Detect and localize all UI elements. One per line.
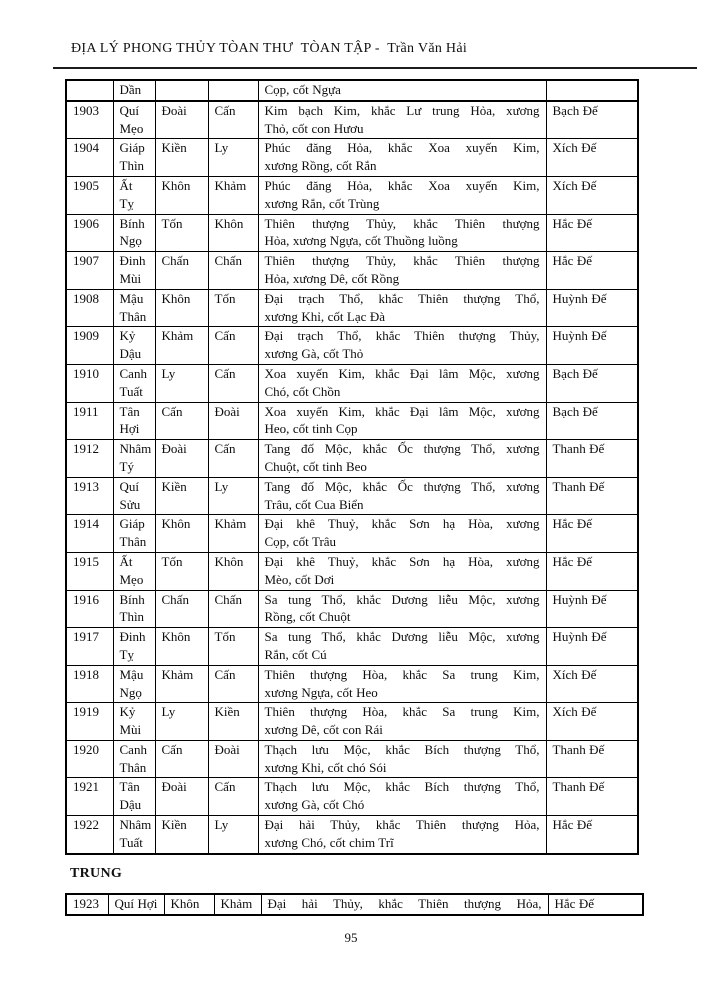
year-table-1903-1922 [65, 79, 639, 855]
trigram1-cell: Cấn [155, 402, 208, 440]
emperor-cell: Huỳnh Đế [546, 327, 638, 365]
canchi-cell: Canh Thân [113, 740, 155, 778]
emperor-cell: Xích Đế [546, 139, 638, 177]
emperor-cell: Thanh Đế [546, 778, 638, 816]
page-header-title: ĐỊA LÝ PHONG THỦY TÒAN THƯ TÒAN TẬP - Trần Văn Hải [71, 41, 468, 56]
page-number: 95 [344, 930, 358, 945]
table-row [66, 703, 638, 741]
table-row [66, 327, 638, 365]
year-table-body [66, 80, 638, 854]
emperor-cell: Thanh Đế [546, 740, 638, 778]
canchi-cell: Quí Hợi [108, 894, 164, 915]
trigram2-cell: Đoài [208, 402, 258, 440]
trigram1-cell: Đoài [155, 440, 208, 478]
year-cell: 1916 [66, 590, 113, 628]
trigram2-cell: Khảm [208, 176, 258, 214]
year-cell: 1910 [66, 364, 113, 402]
table-row [66, 477, 638, 515]
emperor-cell: Xích Đế [546, 665, 638, 703]
trigram1-cell: Tốn [155, 214, 208, 252]
emperor-cell: Thanh Đế [546, 477, 638, 515]
year-cell: 1923 [66, 894, 108, 915]
year-cell: 1912 [66, 440, 113, 478]
description-cell: Phúc đăng Hỏa, khắc Xoa xuyến Kim, xương Rồng, cốt Rắn [258, 139, 546, 177]
emperor-cell: Hắc Đế [546, 515, 638, 553]
trigram2-cell: Đoài [208, 740, 258, 778]
trigram1-cell: Khảm [155, 327, 208, 365]
canchi-cell: Tân Hợi [113, 402, 155, 440]
emperor-cell: Huỳnh Đế [546, 628, 638, 666]
description-cell: Thạch lưu Mộc, khắc Bích thượng Thổ, xương Gà, cốt Chó [258, 778, 546, 816]
description-cell: Thiên thượng Hòa, khắc Sa trung Kim, xương Dê, cốt con Rái [258, 703, 546, 741]
table-row [66, 289, 638, 327]
trigram2-cell: Chấn [208, 252, 258, 290]
table-row [66, 590, 638, 628]
trigram2-cell: Khảm [214, 894, 261, 915]
trigram2-cell: Khôn [208, 552, 258, 590]
description-cell: Xoa xuyến Kim, khắc Đại lâm Mộc, xương Heo, cốt tinh Cọp [258, 402, 546, 440]
trigram2-cell: Ly [208, 477, 258, 515]
trigram2-cell: Khảm [208, 515, 258, 553]
emperor-cell [546, 80, 638, 101]
year-cell: 1918 [66, 665, 113, 703]
canchi-cell: Đinh Mùi [113, 252, 155, 290]
canchi-cell: Canh Tuất [113, 364, 155, 402]
trigram2-cell: Cấn [208, 440, 258, 478]
table-row [66, 665, 638, 703]
emperor-cell: Huỳnh Đế [546, 289, 638, 327]
year-table-1923-body [66, 894, 643, 915]
table-row [66, 101, 638, 139]
emperor-cell: Huỳnh Đế [546, 590, 638, 628]
trigram1-cell: Đoài [155, 778, 208, 816]
trigram1-cell: Kiền [155, 139, 208, 177]
table-row [66, 894, 643, 915]
trigram2-cell: Cấn [208, 778, 258, 816]
trigram1-cell: Kiền [155, 477, 208, 515]
trigram1-cell: Chấn [155, 252, 208, 290]
trigram1-cell: Khôn [164, 894, 214, 915]
table-row [66, 176, 638, 214]
trigram1-cell: Cấn [155, 740, 208, 778]
year-cell: 1922 [66, 816, 113, 854]
table-row [66, 440, 638, 478]
canchi-cell: Bính Ngọ [113, 214, 155, 252]
table-row [66, 214, 638, 252]
trigram2-cell: Khôn [208, 214, 258, 252]
table-row [66, 402, 638, 440]
trigram2-cell: Cấn [208, 327, 258, 365]
emperor-cell: Hắc Đế [548, 894, 643, 915]
trigram1-cell: Kiền [155, 816, 208, 854]
trigram1-cell: Ly [155, 703, 208, 741]
canchi-cell: Dần [113, 80, 155, 101]
trigram1-cell: Khôn [155, 289, 208, 327]
canchi-cell: Mậu Ngọ [113, 665, 155, 703]
canchi-cell: Ất Mẹo [113, 552, 155, 590]
canchi-cell: Giáp Thìn [113, 139, 155, 177]
description-cell: Tang đố Mộc, khắc Ốc thượng Thổ, xương Chuột, cốt tinh Beo [258, 440, 546, 478]
emperor-cell: Bạch Đế [546, 402, 638, 440]
section-heading-trung: TRUNG [70, 866, 123, 881]
year-cell: 1904 [66, 139, 113, 177]
year-cell: 1911 [66, 402, 113, 440]
emperor-cell: Xích Đế [546, 703, 638, 741]
description-cell: Đại trạch Thổ, khắc Thiên thượng Thủy, xương Gà, cốt Thỏ [258, 327, 546, 365]
year-cell: 1908 [66, 289, 113, 327]
table-row [66, 80, 638, 101]
description-cell: Kim bạch Kim, khắc Lư trung Hỏa, xương Thỏ, cốt con Hươu [258, 101, 546, 139]
trigram1-cell: Tốn [155, 552, 208, 590]
canchi-cell: Kỷ Dậu [113, 327, 155, 365]
trigram2-cell: Cấn [208, 101, 258, 139]
description-cell: Đại trạch Thổ, khắc Thiên thượng Thổ, xương Khỉ, cốt Lạc Đà [258, 289, 546, 327]
trigram1-cell: Ly [155, 364, 208, 402]
trigram2-cell [208, 80, 258, 101]
year-cell: 1905 [66, 176, 113, 214]
canchi-cell: Kỷ Mùi [113, 703, 155, 741]
description-cell: Tang đố Mộc, khắc Ốc thượng Thổ, xương Trâu, cốt Cua Biển [258, 477, 546, 515]
trigram2-cell: Ly [208, 139, 258, 177]
table-row [66, 252, 638, 290]
year-cell: 1906 [66, 214, 113, 252]
description-cell: Đại khê Thuỷ, khắc Sơn hạ Hòa, xương Mèo, cốt Dơi [258, 552, 546, 590]
canchi-cell: Đinh Tỵ [113, 628, 155, 666]
description-cell: Thạch lưu Mộc, khắc Bích thượng Thổ, xương Khỉ, cốt chó Sói [258, 740, 546, 778]
canchi-cell: Nhâm Tuất [113, 816, 155, 854]
canchi-cell: Mậu Thân [113, 289, 155, 327]
year-cell: 1920 [66, 740, 113, 778]
year-cell: 1903 [66, 101, 113, 139]
trigram1-cell: Khảm [155, 665, 208, 703]
description-cell: Thiên thượng Thủy, khắc Thiên thượng Hỏa, xương Dê, cốt Rồng [258, 252, 546, 290]
canchi-cell: Quí Sửu [113, 477, 155, 515]
emperor-cell: Hắc Đế [546, 816, 638, 854]
table-row [66, 139, 638, 177]
emperor-cell: Hắc Đế [546, 252, 638, 290]
year-cell: 1917 [66, 628, 113, 666]
trigram2-cell: Tốn [208, 628, 258, 666]
year-cell: 1921 [66, 778, 113, 816]
description-cell: Thiên thượng Thủy, khắc Thiên thượng Hỏa, xương Ngựa, cốt Thuồng luồng [258, 214, 546, 252]
emperor-cell: Hắc Đế [546, 214, 638, 252]
description-cell: Sa tung Thổ, khắc Dương liễu Mộc, xương Rồng, cốt Chuột [258, 590, 546, 628]
table-row [66, 740, 638, 778]
year-cell: 1914 [66, 515, 113, 553]
year-cell: 1919 [66, 703, 113, 741]
trigram1-cell: Khôn [155, 176, 208, 214]
year-cell: 1909 [66, 327, 113, 365]
table-row [66, 364, 638, 402]
year-table-1923 [65, 893, 644, 916]
trigram1-cell: Đoài [155, 101, 208, 139]
description-cell: Phúc đăng Hỏa, khắc Xoa xuyến Kim, xương Rắn, cốt Trùng [258, 176, 546, 214]
trigram2-cell: Chấn [208, 590, 258, 628]
table-row [66, 778, 638, 816]
trigram2-cell: Ly [208, 816, 258, 854]
trigram2-cell: Tốn [208, 289, 258, 327]
emperor-cell: Bạch Đế [546, 101, 638, 139]
description-cell: Thiên thượng Hòa, khắc Sa trung Kim, xương Ngựa, cốt Heo [258, 665, 546, 703]
description-cell: Sa tung Thổ, khắc Dương liễu Mộc, xương Rắn, cốt Cú [258, 628, 546, 666]
canchi-cell: Bính Thìn [113, 590, 155, 628]
table-row [66, 552, 638, 590]
trigram2-cell: Cấn [208, 364, 258, 402]
emperor-cell: Thanh Đế [546, 440, 638, 478]
trigram2-cell: Kiền [208, 703, 258, 741]
year-cell: 1913 [66, 477, 113, 515]
canchi-cell: Nhâm Tý [113, 440, 155, 478]
table-row [66, 515, 638, 553]
description-cell: Đại hải Thủy, khắc Thiên thượng Hỏa, xương Chó, cốt chim Trĩ [258, 816, 546, 854]
header-divider [53, 67, 697, 69]
emperor-cell: Xích Đế [546, 176, 638, 214]
canchi-cell: Tân Dậu [113, 778, 155, 816]
description-cell: Đại khê Thuỷ, khắc Sơn hạ Hòa, xương Cọp, cốt Trâu [258, 515, 546, 553]
trigram2-cell: Cấn [208, 665, 258, 703]
canchi-cell: Giáp Thân [113, 515, 155, 553]
emperor-cell: Bạch Đế [546, 364, 638, 402]
table-row [66, 816, 638, 854]
description-cell: Xoa xuyến Kim, khắc Đại lâm Mộc, xương Chó, cốt Chồn [258, 364, 546, 402]
emperor-cell: Hắc Đế [546, 552, 638, 590]
trigram1-cell: Khôn [155, 628, 208, 666]
trigram1-cell: Chấn [155, 590, 208, 628]
canchi-cell: Quí Mẹo [113, 101, 155, 139]
description-cell: Cọp, cốt Ngựa [258, 80, 546, 101]
year-cell: 1915 [66, 552, 113, 590]
description-cell: Đại hải Thủy, khắc Thiên thượng Hỏa, [261, 894, 548, 915]
year-cell: 1907 [66, 252, 113, 290]
trigram1-cell [155, 80, 208, 101]
trigram1-cell: Khôn [155, 515, 208, 553]
year-cell [66, 80, 113, 101]
canchi-cell: Ất Tỵ [113, 176, 155, 214]
table-row [66, 628, 638, 666]
